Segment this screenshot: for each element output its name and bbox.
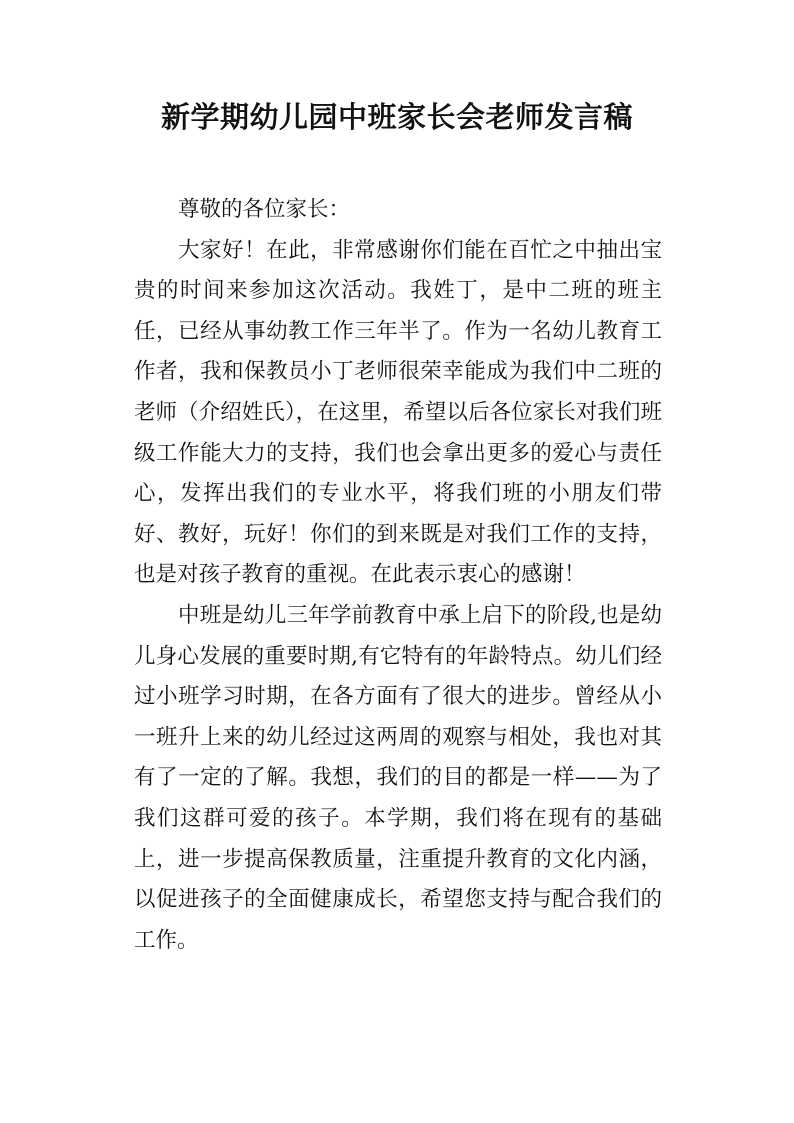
- paragraph: 中班是幼儿三年学前教育中承上启下的阶段,也是幼儿身心发展的重要时期,有它特有的年龄特点。幼儿们经过小班学习时期，在各方面有了很大的进步。曾经从小一班升上来的幼儿经过这两周的观察与相处，我也对其有了一定的了解。我想，我们的目的都是一样——为了我们这群可爱的孩子。本学期，我们将在现有的基础上，进一步提高保教质量，注重提升教育的文化内涵，以促进孩子的全面健康成长，希望您支持与配合我们的工作。: [134, 602, 662, 953]
- document-body: [134, 190, 662, 961]
- paragraph: 大家好！在此，非常感谢你们能在百忙之中抽出宝贵的时间来参加这次活动。我姓丁，是中二班的班主任，已经从事幼教工作三年半了。作为一名幼儿教育工作者，我和保教员小丁老师很荣幸能成为我们中二班的老师（介绍姓氏），在这里，希望以后各位家长对我们班级工作能大力的支持，我们也会拿出更多的爱心与责任心，发挥出我们的专业水平，将我们班的小朋友们带好、教好，玩好！你们的到来既是对我们工作的支持，也是对孩子教育的重视。在此表示衷心的感谢！: [134, 237, 662, 588]
- document-title: 新学期幼儿园中班家长会老师发言稿: [160, 100, 633, 134]
- salutation: 尊敬的各位家长：: [178, 197, 351, 222]
